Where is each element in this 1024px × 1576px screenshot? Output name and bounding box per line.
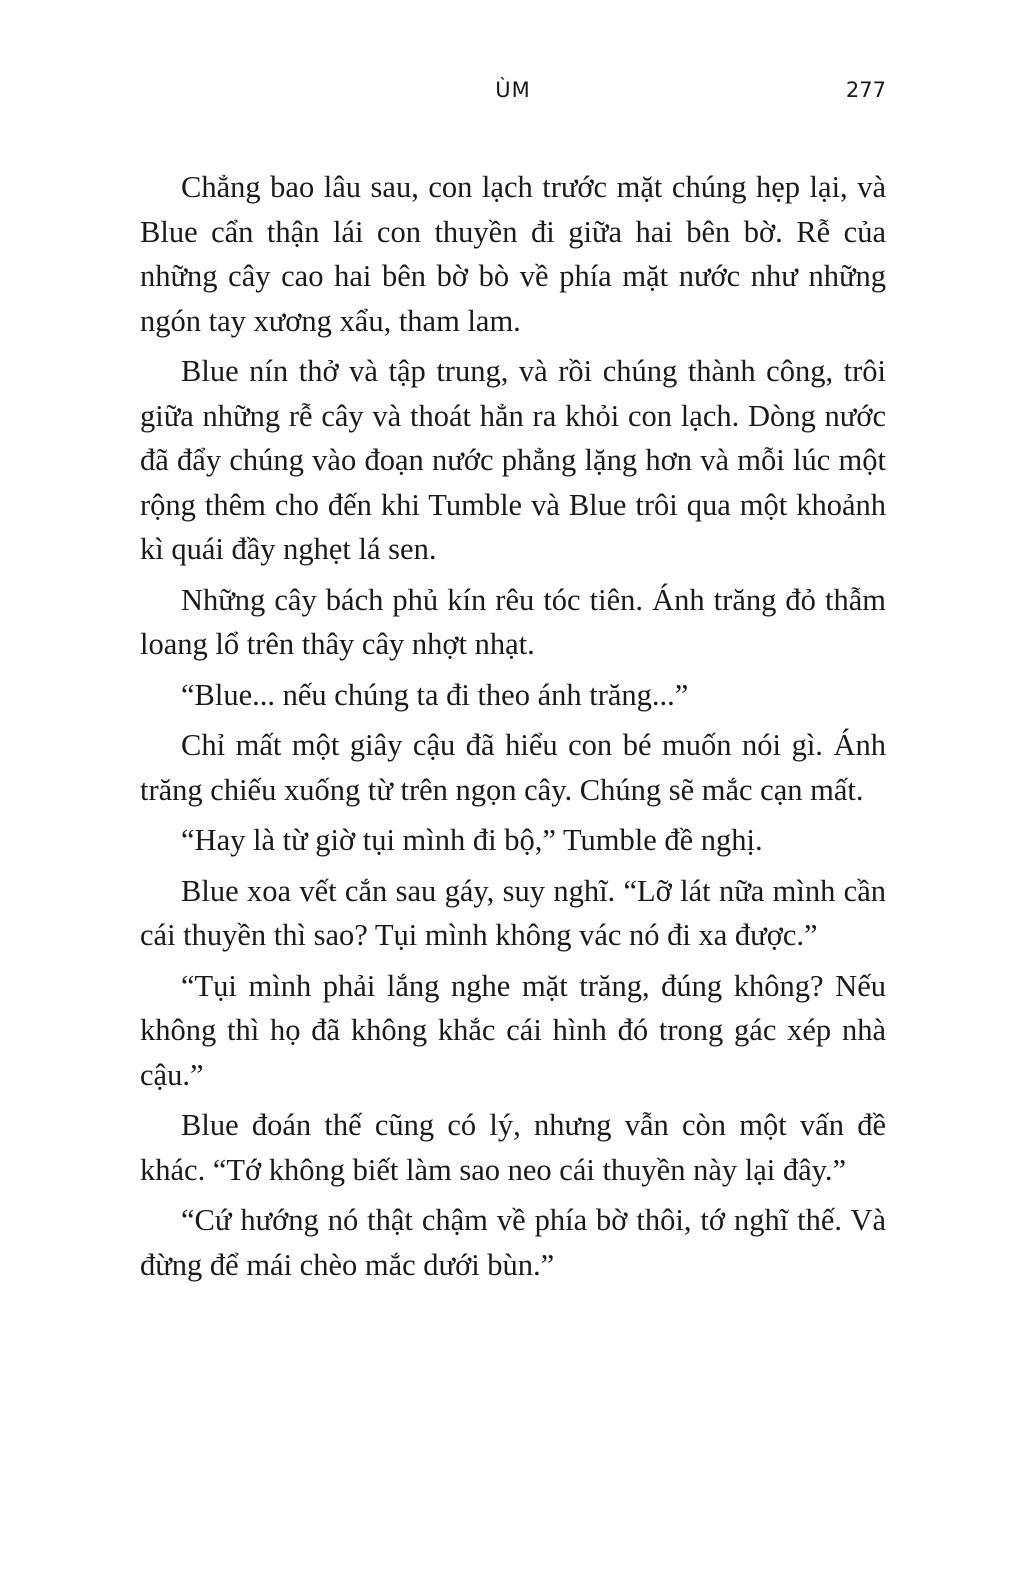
paragraph: Blue đoán thế cũng có lý, nhưng vẫn còn một vấn đề khác. “Tớ không biết làm sao neo cái thuyền này lại đây.” [140,1108,886,1187]
paragraph: “Cứ hướng nó thật chậm về phía bờ thôi, tớ nghĩ thế. Và đừng để mái chèo mắc dưới bùn.” [140,1203,886,1282]
paragraph: Blue nín thở và tập trung, và rồi chúng thành công, trôi giữa những rễ cây và thoát hẳn ra khỏi con lạch. Dòng nước đã đẩy chúng vào đoạn nước phẳng lặng hơn và mỗi lúc một rộng thêm cho đến khi Tumble và Blue trôi qua một khoảnh kì quái đầy nghẹt lá sen. [140,354,886,566]
running-head [140,78,886,110]
paragraph: “Blue... nếu chúng ta đi theo ánh trăng...” [181,677,689,712]
paragraph: Blue xoa vết cắn sau gáy, suy nghĩ. “Lỡ lát nữa mình cần cái thuyền thì sao? Tụi mình không vác nó đi xa được.” [140,873,886,952]
chapter-title: ÙM [495,78,531,102]
paragraph: Chỉ mất một giây cậu đã hiểu con bé muốn nói gì. Ánh trăng chiếu xuống từ trên ngọn cây. Chúng sẽ mắc cạn mất. [140,728,886,807]
paragraph: Chẳng bao lâu sau, con lạch trước mặt chúng hẹp lại, và Blue cẩn thận lái con thuyền đi giữa hai bên bờ. Rễ của những cây cao hai bên bờ bò về phía mặt nước như những ngón tay xương xẩu, tham lam. [140,170,886,338]
paragraph: Những cây bách phủ kín rêu tóc tiên. Ánh trăng đỏ thẫm loang lổ trên thây cây nhợt nhạt. [140,582,886,661]
paragraph: “Tụi mình phải lắng nghe mặt trăng, đúng không? Nếu không thì họ đã không khắc cái hình đó trong gác xép nhà cậu.” [140,968,886,1092]
body-text [140,165,886,1293]
page-number: 277 [845,78,886,102]
paragraph: “Hay là từ giờ tụi mình đi bộ,” Tumble đề nghị. [181,823,763,857]
